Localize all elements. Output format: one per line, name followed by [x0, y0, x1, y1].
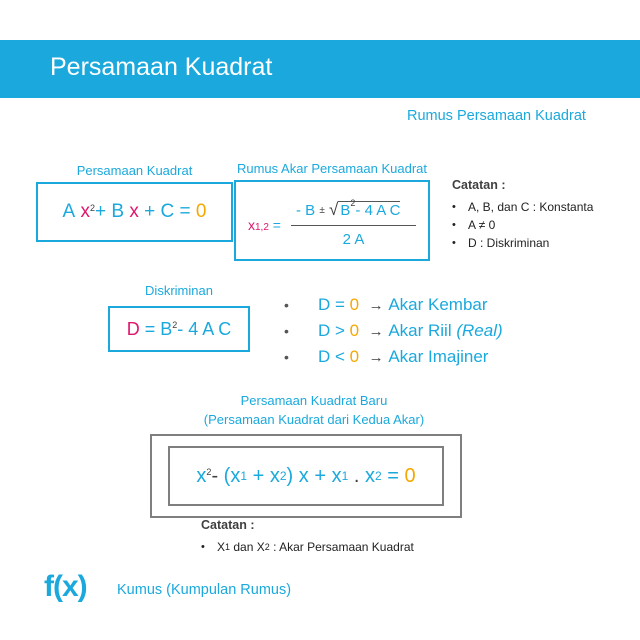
close-paren: ) [286, 464, 294, 487]
subscript: 2 [279, 469, 287, 483]
bullet: • [201, 541, 205, 553]
rule-value: 0 [349, 295, 360, 314]
equation-caption: Persamaan Kuadrat [76, 163, 193, 178]
rule-value: 0 [349, 347, 360, 366]
list-item [284, 318, 544, 344]
exponent: 2 [172, 320, 178, 330]
note-text: X [217, 540, 226, 554]
formula-lhs [248, 217, 281, 233]
coef-b: B [340, 202, 351, 219]
rule-text: Akar Imajiner [388, 347, 489, 366]
note-text: A ≠ 0 [468, 218, 496, 232]
rule-note: (Real) [456, 321, 503, 340]
var-x1: x [230, 464, 241, 487]
var-x: x [80, 201, 90, 222]
subscript: 1 [225, 542, 231, 552]
quadratic-equation-box [36, 182, 233, 242]
var-d: D [126, 318, 140, 339]
var-x: x [196, 464, 207, 487]
rule-lhs: D > [318, 321, 345, 340]
rule-lhs: D < [318, 347, 345, 366]
radicand-rest: - 4 A C [355, 202, 401, 219]
arrow-right-icon: → [368, 322, 384, 340]
minus-sign: - [296, 201, 301, 219]
discriminant-rules [284, 292, 544, 370]
square-root-icon: √ [329, 200, 339, 219]
list-item [284, 344, 544, 370]
list-item: • A ≠ 0 [452, 218, 496, 232]
exponent: 2 [206, 467, 212, 477]
subscript: 1 [240, 469, 248, 483]
formula-caption: Rumus Akar Persamaan Kuadrat [236, 161, 428, 176]
new-equation-box [168, 446, 444, 506]
rule-text: Akar Riil [388, 321, 452, 340]
discriminant-rest: - 4 A C [177, 318, 232, 339]
notes-title: Catatan : [201, 518, 255, 532]
notes-panel-2 [201, 518, 501, 556]
var-x: x [248, 217, 255, 233]
note-text: : Akar Persamaan Kuadrat [273, 540, 414, 554]
list-item: • D : Diskriminan [452, 236, 550, 250]
note-text: A, B, dan C : Konstanta [468, 200, 594, 214]
subscript: 1,2 [255, 222, 269, 233]
note-text: D : Diskriminan [468, 236, 550, 250]
zero-value: 0 [195, 201, 207, 222]
note-text: dan X [233, 540, 265, 554]
notes-title: Catatan : [452, 178, 506, 192]
new-equation-caption: Persamaan Kuadrat Baru [240, 393, 388, 408]
bullet: • [284, 297, 289, 313]
subscript: 2 [264, 542, 270, 552]
coef-b: B [305, 201, 316, 219]
exponent: 2 [350, 198, 356, 208]
var-x2: x [364, 464, 375, 487]
equals-sign: = [179, 201, 191, 222]
new-equation-subcaption: (Persamaan Kuadrat dari Kedua Akar) [203, 412, 425, 427]
fx-logo: f(x) [44, 570, 87, 603]
footer-text: Kumus (Kumpulan Rumus) [117, 582, 292, 598]
notes-panel [452, 178, 632, 252]
plus-sign: + [94, 201, 107, 222]
new-equation-outer-box [150, 434, 462, 518]
quadratic-formula-box [234, 180, 430, 261]
plus-sign: + [314, 464, 327, 487]
coef-c: C [160, 201, 175, 222]
bullet: • [284, 349, 289, 365]
open-paren: ( [223, 464, 231, 487]
discriminant-box [108, 306, 250, 352]
rule-text: Akar Kembar [388, 295, 488, 314]
var-x2: x [269, 464, 280, 487]
zero-value: 0 [404, 464, 416, 487]
formula-numerator [296, 200, 400, 220]
coef-b: B [160, 318, 173, 339]
arrow-right-icon: → [368, 348, 384, 366]
bullet: • [284, 323, 289, 339]
coef-b: B [111, 201, 125, 222]
subscript: 2 [374, 469, 382, 483]
page-title: Persamaan Kuadrat [50, 53, 273, 81]
list-item [201, 538, 501, 556]
equals-sign: = [387, 464, 399, 487]
coef-a: A [62, 201, 76, 222]
subscript: 1 [341, 469, 349, 483]
fraction-bar [291, 225, 416, 226]
arrow-right-icon: → [368, 296, 384, 314]
equals-sign: = [272, 217, 281, 233]
section-subheading: Rumus Persamaan Kuadrat [407, 108, 586, 124]
discriminant-caption: Diskriminan [145, 283, 213, 298]
equals-sign: = [144, 318, 156, 339]
var-x: x [129, 201, 139, 222]
dot-operator: . [353, 464, 360, 487]
minus-sign: - [211, 464, 219, 487]
var-x: x [298, 464, 309, 487]
plus-sign: + [252, 464, 265, 487]
rule-value: 0 [349, 321, 360, 340]
exponent: 2 [89, 203, 95, 213]
formula-denominator: 2 A [342, 231, 365, 248]
plus-sign: + [144, 201, 156, 222]
list-item: • A, B, dan C : Konstanta [452, 200, 594, 214]
var-x1: x [331, 464, 342, 487]
plus-minus-sign: ± [319, 204, 325, 216]
rule-lhs: D = [318, 295, 345, 314]
list-item [284, 292, 544, 318]
